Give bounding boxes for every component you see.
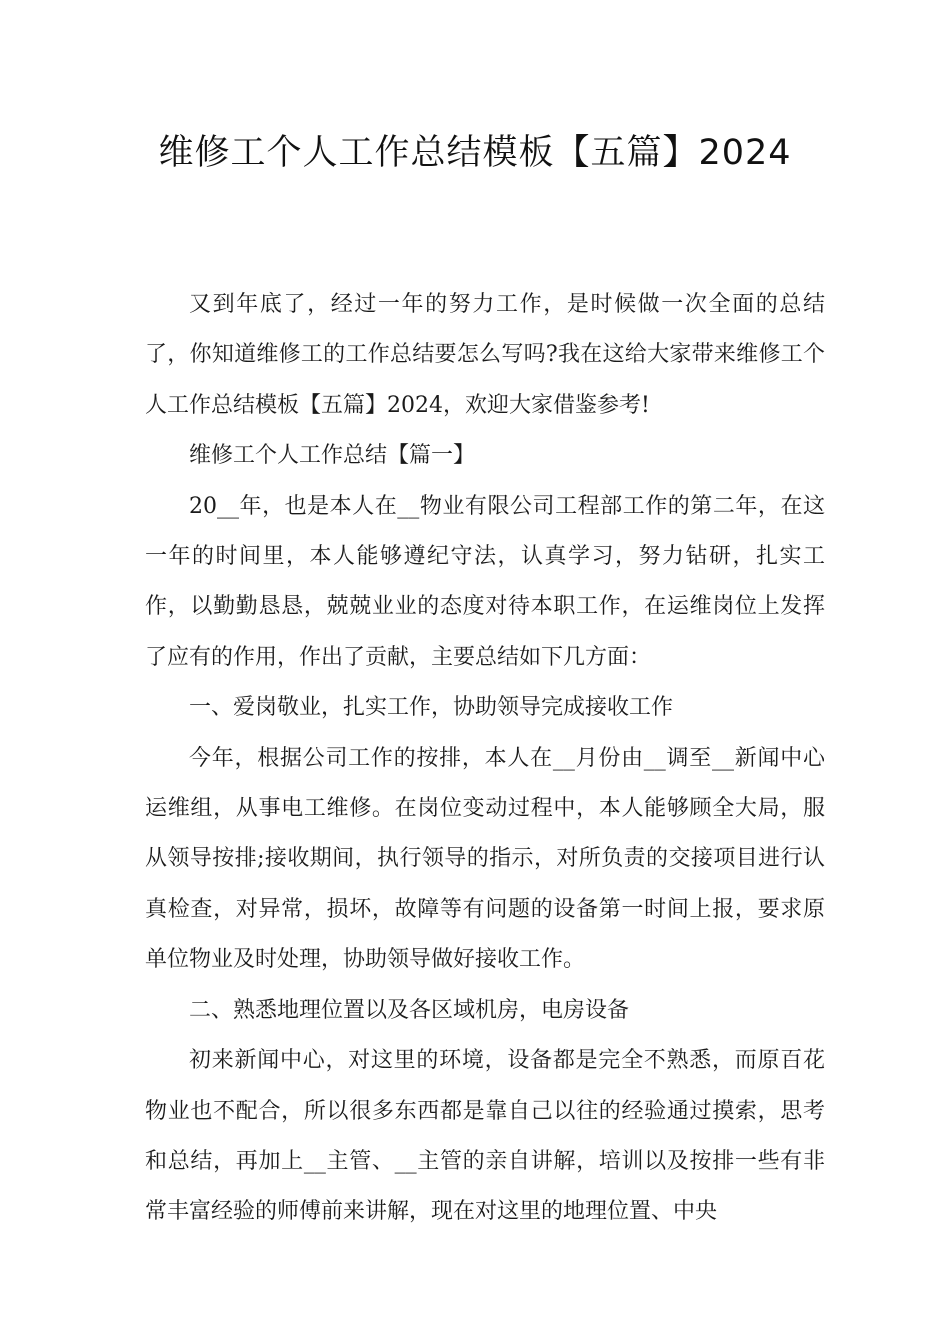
- paragraph-section-2: 初来新闻中心，对这里的环境，设备都是完全不熟悉，而原百花物业也不配合，所以很多东西都是靠自己以往的经验通过摸索，思考和总结，再加上__主管、__主管的亲自讲解，培训以及按排一些有非常丰富经验的师傅前来讲解，现在对这里的地理位置、中央: [145, 1048, 825, 1225]
- section-heading-1: 一、爱岗敬业，扎实工作，协助领导完成接收工作: [189, 695, 674, 721]
- section-heading-2: 二、熟悉地理位置以及各区域机房，电房设备: [189, 997, 630, 1023]
- document-body: [145, 280, 825, 1238]
- section-heading-part-one: 维修工个人工作总结【篇一】: [189, 443, 476, 469]
- paragraph-intro: 又到年底了，经过一年的努力工作，是时候做一次全面的总结了，你知道维修工的工作总结要怎么写吗?我在这给大家带来维修工个人工作总结模板【五篇】2024，欢迎大家借鉴参考!: [145, 292, 825, 418]
- document-title: 维修工个人工作总结模板【五篇】2024: [158, 133, 792, 173]
- paragraph-overview: 20__年，也是本人在__物业有限公司工程部工作的第二年，在这一年的时间里，本人能够遵纪守法，认真学习，努力钻研，扎实工作，以勤勤恳恳，兢兢业业的态度对待本职工作，在运维岗位上发挥了应有的作用，作出了贡献，主要总结如下几方面：: [145, 493, 825, 670]
- paragraph-section-1: 今年，根据公司工作的按排，本人在__月份由__调至__新闻中心运维组，从事电工维修。在岗位变动过程中，本人能够顾全大局，服从领导按排;接收期间，执行领导的指示，对所负责的交接项目进行认真检查，对异常，损坏，故障等有问题的设备第一时间上报，要求原单位物业及时处理，协助领导做好接收工作。: [145, 745, 825, 973]
